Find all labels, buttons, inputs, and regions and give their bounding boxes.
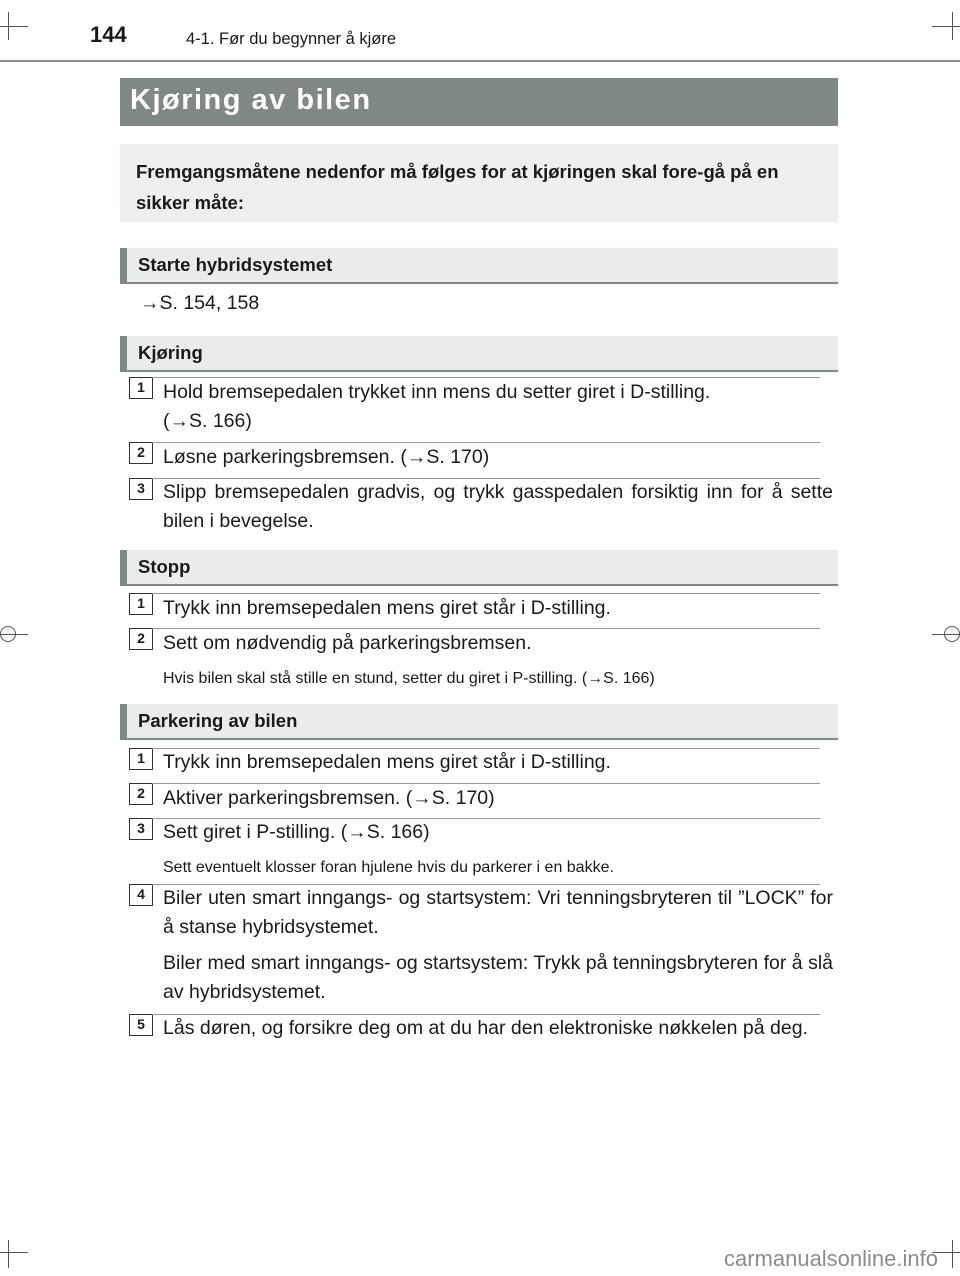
page-number: 144: [90, 22, 127, 47]
stop-step-2: Sett om nødvendig på parkeringsbremsen.: [163, 632, 532, 654]
step-number-badge: 1: [129, 748, 153, 770]
parking-step-1: Trykk inn bremsepedalen mens giret står i D-stilling.: [163, 751, 611, 773]
watermark: carmanualsonline.info: [723, 1246, 938, 1271]
intro-text: Fremgangsmåtene nedenfor må følges for at kjøringen skal fore-gå på en sikker måte:: [136, 161, 779, 213]
intro-box: [120, 144, 838, 222]
stop-step-1: Trykk inn bremsepedalen mens giret står i D-stilling.: [163, 597, 611, 619]
driving-step-3: Slipp bremsepedalen gradvis, og trykk gasspedalen forsiktig inn for å sette bilen i bevegelse.: [163, 481, 833, 532]
step-number-badge: 3: [129, 818, 153, 840]
page-title: Kjøring av bilen: [130, 84, 372, 116]
section-heading-stop: Stopp: [120, 550, 838, 586]
start-reference: →S. 154, 158: [140, 292, 260, 314]
stop-step-2-note: Hvis bilen skal stå stille en stund, setter du giret i P-stilling. (→S. 166): [163, 670, 655, 687]
step-number-badge: 4: [129, 884, 153, 906]
step-number-badge: 2: [129, 783, 153, 805]
step-number-badge: 2: [129, 442, 153, 464]
driving-step-1: Hold bremsepedalen trykket inn mens du setter giret i D-stilling. (→S. 166): [163, 381, 711, 432]
title-bar: [120, 78, 838, 126]
parking-step-3: Sett giret i P-stilling. (→S. 166): [163, 821, 430, 843]
parking-step-4-extra: Biler med smart inngangs- og startsystem: Trykk på tenningsbryteren for å slå av hybridsystemet.: [163, 952, 833, 1003]
section-heading-driving: Kjøring: [120, 336, 838, 372]
step-number-badge: 2: [129, 628, 153, 650]
step-number-badge: 1: [129, 377, 153, 399]
step-number-badge: 1: [129, 593, 153, 615]
parking-step-2: Aktiver parkeringsbremsen. (→S. 170): [163, 787, 495, 809]
step-number-badge: 3: [129, 478, 153, 500]
parking-step-5: Lås døren, og forsikre deg om at du har den elektroniske nøkkelen på deg.: [163, 1017, 808, 1039]
parking-step-4: Biler uten smart inngangs- og startsystem: Vri tenningsbryteren til ”LOCK” for å stanse hybridsystemet.: [163, 887, 833, 938]
parking-step-3-note: Sett eventuelt klosser foran hjulene hvis du parkerer i en bakke.: [163, 859, 614, 876]
section-heading-parking: Parkering av bilen: [120, 704, 838, 740]
section-heading-start: Starte hybridsystemet: [120, 248, 838, 284]
step-number-badge: 5: [129, 1014, 153, 1036]
running-head: 4-1. Før du begynner å kjøre: [186, 30, 397, 48]
driving-step-2: Løsne parkeringsbremsen. (→S. 170): [163, 446, 490, 468]
header-rule: [0, 60, 960, 62]
